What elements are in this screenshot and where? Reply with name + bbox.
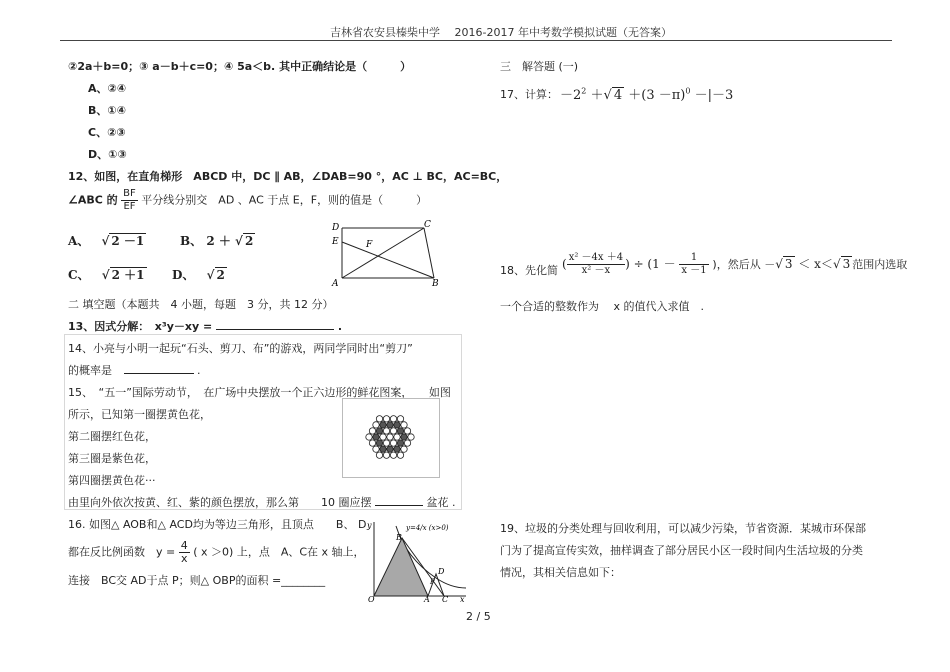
q11-option-a: A、②④ [88,82,127,95]
q14-line2 [68,362,201,378]
q18-frac2 [679,252,708,277]
q17-exponent-0: 0 [685,86,691,96]
q12-label-e: E [332,237,339,247]
q16-inverse-function-figure [366,518,470,602]
q16-line2 [68,540,365,565]
q15-hexagon-flower-figure [346,400,434,474]
q19-line3: 情况，其相关信息如下： [500,566,621,579]
q16-label-b: B [396,533,402,542]
q12-frac-den: EF [123,201,136,212]
flower-dot [397,428,403,434]
q11-option-b: B、①④ [88,104,127,117]
q12-frac-num: BF [123,188,136,199]
q18-frac2-den: x －1 [681,265,707,276]
q15-line4: 第三圈是紫色花， [68,452,156,465]
page-header: 吉林省农安县榛柴中学 2016-2017 年中考数学模拟试题（无答案） [330,26,672,39]
q18-frac1-num: x² －4x ＋4 [568,252,624,263]
q18-frac1-den: x² －x [581,265,611,276]
q11-stem: ②2a＋b=0；③ a－b＋c=0；④ 5a＜b. 其中正确结论是（ ） [68,60,412,73]
q18-expression: ( $\frac{\text{x² －4x ＋4}}{\text{x² －x}}$ ) ÷ (1 － $\frac{1}{x -1}$ )，然后从 －√ 3 ＜ x＜√ 3 范围内选取 [562,252,908,276]
q12-opt-d-label: D、 [172,268,195,282]
q12-option-c: C、 √ 2 ＋1 [68,268,145,282]
flower-dot [408,434,414,440]
q18-frac2-num: 1 [679,252,708,265]
q16-frac-den: x [180,552,188,565]
q16-label-a: A [424,595,430,602]
q17-sqrt-4: 4 [613,88,623,103]
q13-text: 13、因式分解： x³y－xy = [68,320,213,333]
q17-expr-a: －2 [560,88,582,103]
q11-option-d: D、①③ [88,148,127,161]
q15-line6 [68,494,456,510]
flower-dot [373,446,379,452]
q12-line2-post: 平分线分别交 AD 、AC 于点 E，F，则的值是（ ） [141,193,428,207]
flower-dot [387,446,393,452]
q12-opt-b-sqrt: 2 [244,234,254,248]
q18-sqrt3-a: 3 [784,257,793,271]
q17-expression: $-2^2$ ＋√ $4 +(3 -\pi)^0 -|-3$ [560,86,734,103]
flower-dot [390,440,396,446]
q15-line6-text: 由里向外依次按黄、红、紫的颜色摆放，那么第 10 圈应摆 [68,496,372,509]
q16-line1: 16. 如图△ AOB和△ ACD均为等边三角形，且顶点 B、 D [68,518,367,531]
q11-option-c: C、②③ [88,126,126,139]
flower-dot [376,428,382,434]
q13-line [68,318,342,334]
q15-line1: 15、 “五一”国际劳动节， 在广场中央摆放一个正六边形的鲜花图案， 如图 [68,386,451,399]
q19-line2: 门为了提高宣传实效，抽样调查了部分居民小区一段时间内生活垃圾的分类 [500,544,863,557]
q15-line6-end: 盆花 . [426,496,456,509]
flower-dot [397,440,403,446]
q16-line2-post: ( x ＞0) 上，点 A、C在 x 轴上， [193,545,365,559]
q14-line2-text: 的概率是 [68,364,112,377]
q12-line1: 12、如图，在直角梯形 ABCD 中，DC ∥ AB，∠DAB=90 °，AC ⊥ BC，AC=BC， [68,170,508,183]
q14-end: . [197,364,201,377]
q12-option-a: A、 √ 2 －1 [68,234,145,248]
page-number: 2 / 5 [466,610,491,623]
q16-line3: 连接 BC交 AD于点 P；则△ OBP的面积 =________ [68,574,326,587]
flower-dot [369,428,375,434]
q16-label-x: x [460,595,465,602]
q15-line2: 所示，已知第一圈摆黄色花， [68,408,211,421]
q14-line1: 14、小亮与小明一起玩“石头、剪刀、布”的游戏，两同学同时出“剪刀” [68,342,413,355]
flower-dot [404,440,410,446]
flower-dot [404,428,410,434]
flower-dot [383,428,389,434]
q15-answer-blank[interactable] [375,505,423,506]
q16-label-func: y=4/x (x>0) [406,524,449,532]
flower-dot [383,440,389,446]
q17-expr-c: ＋(3 －π) [628,88,686,103]
q12-label-c: C [424,220,431,230]
q12-opt-b-label: B、 2 ＋ [180,234,231,248]
q12-opt-c-label: C、 [68,268,90,282]
flower-dot [366,434,372,440]
q16-label-y: y [367,521,372,530]
q12-label-b: B [432,279,439,289]
q12-opt-d-sqrt: 2 [216,268,225,282]
flower-dot [387,422,393,428]
q18-post: )，然后从 － [712,258,776,271]
q12-label-f: F [366,240,373,250]
flower-dot [380,422,386,428]
flower-dot [390,416,396,422]
flower-dot [373,434,379,440]
q15-line5: 第四圈摆黄色花··· [68,474,156,487]
flower-dot [401,446,407,452]
q16-frac-num: 4 [180,539,188,552]
flower-dot [394,434,400,440]
flower-dot [380,446,386,452]
q18-lt: ＜ x＜ [798,257,833,271]
flower-dot [387,434,393,440]
q16-label-d: D [438,567,445,576]
flower-dot [373,422,379,428]
q18-frac1 [567,252,625,277]
q12-fraction [121,188,138,213]
q16-line2-pre: 都在反比例函数 y = [68,545,176,559]
q12-option-b: B、 2 ＋ √ 2 [180,234,254,248]
q17-label: 17、计算： [500,88,558,101]
header-divider [60,40,892,41]
q17-expr-b: ＋ [590,88,604,103]
flower-dot [390,452,396,458]
flower-dot [376,452,382,458]
flower-dot [394,422,400,428]
q12-option-d: D、 √ 2 [172,268,225,282]
q12-opt-c-value: 2 ＋1 [111,268,145,282]
q18-label: 18、先化简 [500,264,558,277]
q12-line2-pre: ∠ABC 的 [68,193,118,207]
flower-dot [383,416,389,422]
flower-dot [394,446,400,452]
flower-dot [401,434,407,440]
q17-expr-d: －|－3 [694,88,734,103]
q18-mid: ÷ (1 － [633,257,676,271]
q12-opt-a-value: 2 －1 [111,234,145,248]
flower-dot [397,452,403,458]
q15-line3: 第二圈摆红色花， [68,430,156,443]
q17-exponent-2: 2 [581,86,587,96]
q14-answer-blank[interactable] [124,373,194,374]
flower-dot [383,452,389,458]
q12-label-d: D [332,223,340,233]
q18-line2: 一个合适的整数作为 x 的值代入求值 . [500,300,704,313]
q16-fraction [179,540,190,565]
flower-dot [397,416,403,422]
q18-range: 范围内选取 [852,258,908,271]
q16-label-o: O [368,595,375,602]
q12-label-a: A [332,279,339,289]
q13-answer-blank[interactable] [216,329,334,330]
section-2-title: 二 填空题（本题共 4 小题，每题 3 分，共 12 分） [68,298,334,311]
flower-dot [369,440,375,446]
flower-dot [390,428,396,434]
q12-trapezoid-figure [328,220,444,290]
q12-opt-a-label: A、 [68,234,90,248]
q18-sqrt3-b: 3 [842,257,851,271]
flower-dot [401,422,407,428]
flower-dot [380,434,386,440]
flower-dot [376,416,382,422]
q12-line2 [68,188,427,213]
q19-line1: 19、垃圾的分类处理与回收利用，可以减少污染，节省资源．某城市环保部 [500,522,866,535]
flower-dot [376,440,382,446]
q16-label-c: C [442,595,449,602]
section-3-title: 三 解答题 (一) [500,60,579,73]
q13-end: . [337,320,343,333]
q16-label-p: P [430,578,435,586]
